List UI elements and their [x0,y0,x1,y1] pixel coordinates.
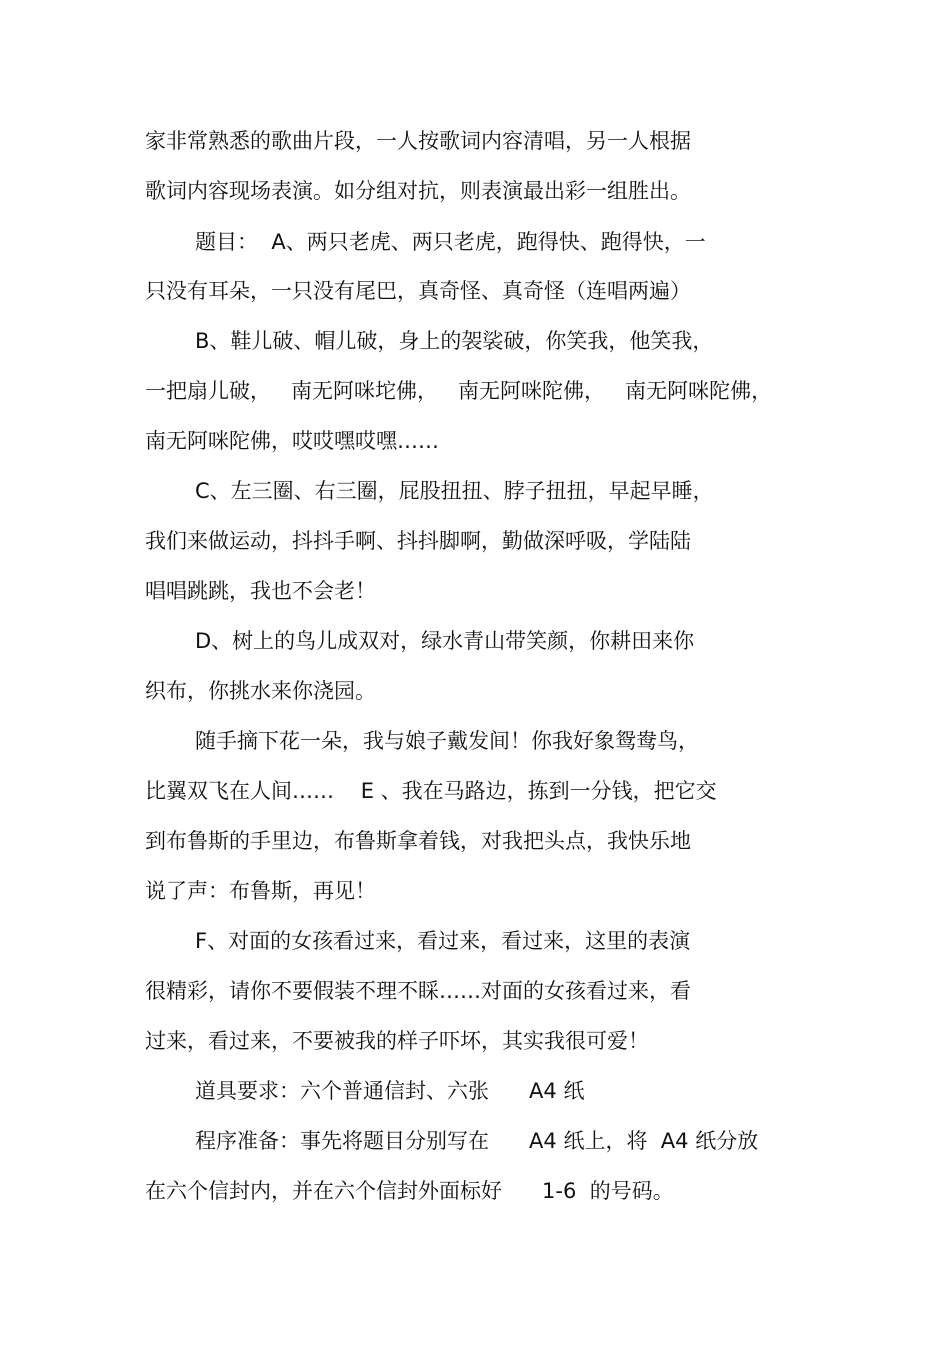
text-line: 到布鲁斯的手里边，布鲁斯拿着钱，对我把头点，我快乐地 [145,829,691,853]
text-line: 过来，看过来，不要被我的样子吓坏，其实我很可爱！ [145,1029,649,1053]
text-line: 南无阿咪陀佛，哎哎嘿哎嘿…… [145,429,439,453]
text-line: 歌词内容现场表演。如分组对抗，则表演最出彩一组胜出。 [145,179,691,203]
text-line: 比翼双飞在人间…… E 、我在马路边，拣到一分钱，把它交 [145,779,717,803]
text-line: 道具要求：六个普通信封、六张 A4 纸 [195,1079,585,1103]
text-line: 唱唱跳跳，我也不会老！ [145,579,376,603]
text-line: 我们来做运动，抖抖手啊、抖抖脚啊，勤做深呼吸，学陆陆 [145,529,691,553]
text-line: 家非常熟悉的歌曲片段，一人按歌词内容清唱，另一人根据 [145,129,691,153]
text-line: 很精彩，请你不要假装不理不睬……对面的女孩看过来，看 [145,979,691,1003]
text-line: 题目： A、两只老虎、两只老虎，跑得快、跑得快，一 [195,230,706,254]
text-line: D、树上的鸟儿成双对，绿水青山带笑颜，你耕田来你 [195,629,695,653]
text-line: C、左三圈、右三圈，屁股扭扭、脖子扭扭，早起早睡， [195,479,714,503]
text-line: 随手摘下花一朵，我与娘子戴发间！你我好象鸳鸯鸟， [195,729,699,753]
text-line: F、对面的女孩看过来，看过来，看过来，这里的表演 [195,929,691,953]
text-line: 织布，你挑水来你浇园。 [145,679,376,703]
text-line: 程序准备：事先将题目分别写在 A4 纸上，将 A4 纸分放 [195,1129,759,1153]
text-line: 一把扇儿破， 南无阿咪坨佛， 南无阿咪陀佛， 南无阿咪陀佛， [145,379,773,403]
text-line: 只没有耳朵，一只没有尾巴，真奇怪、真奇怪（连唱两遍） [145,279,691,303]
text-line: 在六个信封内，并在六个信封外面标好 1-6 的号码。 [145,1179,674,1203]
text-line: 说了声：布鲁斯，再见！ [145,879,376,903]
text-line: B、鞋儿破、帽儿破，身上的袈裟破，你笑我，他笑我， [195,329,714,353]
